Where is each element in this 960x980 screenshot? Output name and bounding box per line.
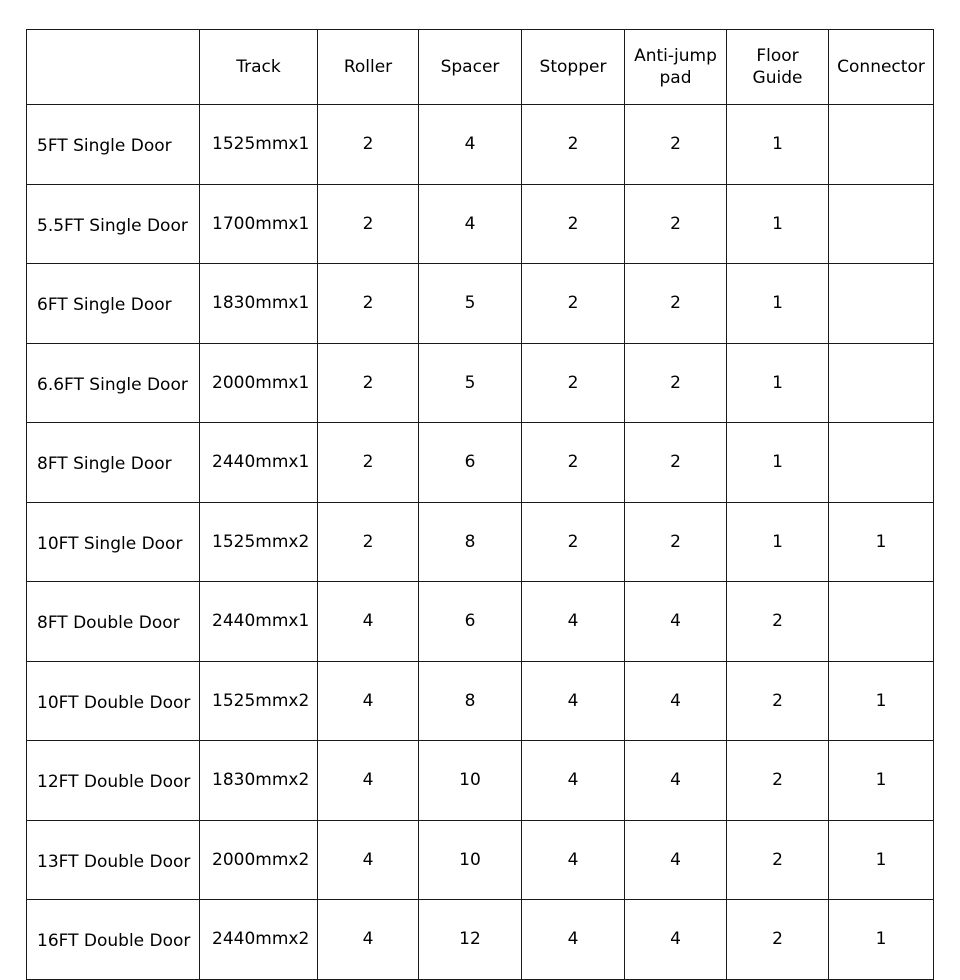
table-row	[27, 900, 934, 980]
track-cell: 1830mmx2	[200, 741, 318, 821]
header-floor-guide-text: Floor Guide	[752, 46, 803, 88]
table-body	[27, 105, 934, 980]
stopper-cell: 2	[522, 423, 625, 503]
floor-guide-cell: 1	[727, 105, 829, 185]
door-size-cell: 12FT Double Door	[27, 741, 200, 821]
table-row	[27, 184, 934, 264]
anti-jump-pad-cell: 2	[625, 502, 727, 582]
connector-cell	[829, 264, 934, 344]
anti-jump-pad-cell: 2	[625, 343, 727, 423]
anti-jump-pad-cell: 2	[625, 184, 727, 264]
spacer-cell: 6	[419, 423, 522, 503]
track-cell: 2440mmx1	[200, 582, 318, 662]
spacer-cell: 6	[419, 582, 522, 662]
anti-jump-pad-cell: 2	[625, 264, 727, 344]
track-cell: 2440mmx1	[200, 423, 318, 503]
hardware-kit-table-container	[26, 29, 934, 980]
roller-cell: 4	[318, 820, 419, 900]
connector-cell	[829, 343, 934, 423]
floor-guide-cell: 1	[727, 423, 829, 503]
door-size-cell: 5FT Single Door	[27, 105, 200, 185]
door-size-cell: 8FT Double Door	[27, 582, 200, 662]
roller-cell: 2	[318, 423, 419, 503]
door-size-cell: 5.5FT Single Door	[27, 184, 200, 264]
connector-cell	[829, 184, 934, 264]
track-cell: 1525mmx2	[200, 661, 318, 741]
header-stopper-text: Stopper	[539, 57, 607, 77]
header-anti-jump-pad-text: Anti-jump pad	[634, 46, 717, 88]
door-size-cell: 13FT Double Door	[27, 820, 200, 900]
stopper-cell: 2	[522, 343, 625, 423]
spacer-cell: 10	[419, 741, 522, 821]
table-row	[27, 423, 934, 503]
track-cell: 1830mmx1	[200, 264, 318, 344]
spacer-cell: 4	[419, 184, 522, 264]
door-size-cell: 10FT Double Door	[27, 661, 200, 741]
spacer-cell: 8	[419, 502, 522, 582]
floor-guide-cell: 2	[727, 582, 829, 662]
track-cell: 2000mmx1	[200, 343, 318, 423]
connector-cell: 1	[829, 741, 934, 821]
roller-cell: 4	[318, 741, 419, 821]
floor-guide-cell: 1	[727, 184, 829, 264]
spacer-cell: 10	[419, 820, 522, 900]
header-connector-text: Connector	[837, 57, 925, 77]
roller-cell: 4	[318, 582, 419, 662]
track-cell: 1700mmx1	[200, 184, 318, 264]
roller-cell: 2	[318, 343, 419, 423]
stopper-cell: 4	[522, 582, 625, 662]
anti-jump-pad-cell: 2	[625, 423, 727, 503]
header-cell-roller	[318, 30, 419, 105]
door-size-cell: 8FT Single Door	[27, 423, 200, 503]
header-track-text: Track	[236, 57, 281, 77]
roller-cell: 2	[318, 502, 419, 582]
anti-jump-pad-cell: 4	[625, 900, 727, 980]
header-cell-connector	[829, 30, 934, 105]
roller-cell: 2	[318, 264, 419, 344]
track-cell: 1525mmx1	[200, 105, 318, 185]
table-row	[27, 820, 934, 900]
stopper-cell: 4	[522, 661, 625, 741]
door-size-cell: 6.6FT Single Door	[27, 343, 200, 423]
header-cell-floor-guide	[727, 30, 829, 105]
roller-cell: 4	[318, 900, 419, 980]
anti-jump-pad-cell: 4	[625, 820, 727, 900]
table-row	[27, 343, 934, 423]
connector-cell: 1	[829, 502, 934, 582]
hardware-kit-table	[26, 29, 934, 980]
table-row	[27, 502, 934, 582]
door-size-cell: 16FT Double Door	[27, 900, 200, 980]
anti-jump-pad-cell: 4	[625, 741, 727, 821]
table-row	[27, 661, 934, 741]
anti-jump-pad-cell: 4	[625, 661, 727, 741]
header-roller-text: Roller	[343, 57, 393, 77]
stopper-cell: 4	[522, 741, 625, 821]
header-cell-spacer	[419, 30, 522, 105]
table-row	[27, 264, 934, 344]
floor-guide-cell: 2	[727, 741, 829, 821]
connector-cell	[829, 105, 934, 185]
floor-guide-cell: 2	[727, 820, 829, 900]
stopper-cell: 2	[522, 502, 625, 582]
spacer-cell: 12	[419, 900, 522, 980]
header-cell-track	[200, 30, 318, 105]
header-spacer-text: Spacer	[440, 57, 500, 77]
roller-cell: 2	[318, 184, 419, 264]
track-cell: 1525mmx2	[200, 502, 318, 582]
spacer-cell: 5	[419, 343, 522, 423]
track-cell: 2440mmx2	[200, 900, 318, 980]
header-row	[27, 30, 934, 105]
floor-guide-cell: 2	[727, 661, 829, 741]
table-row	[27, 105, 934, 185]
connector-cell	[829, 582, 934, 662]
spacer-cell: 5	[419, 264, 522, 344]
stopper-cell: 2	[522, 264, 625, 344]
floor-guide-cell: 2	[727, 900, 829, 980]
track-cell: 2000mmx2	[200, 820, 318, 900]
connector-cell	[829, 423, 934, 503]
floor-guide-cell: 1	[727, 343, 829, 423]
table-row	[27, 582, 934, 662]
door-size-cell: 6FT Single Door	[27, 264, 200, 344]
connector-cell: 1	[829, 900, 934, 980]
header-cell-empty	[27, 30, 200, 105]
header-cell-anti-jump-pad	[625, 30, 727, 105]
anti-jump-pad-cell: 2	[625, 105, 727, 185]
connector-cell: 1	[829, 820, 934, 900]
table-row	[27, 741, 934, 821]
roller-cell: 4	[318, 661, 419, 741]
floor-guide-cell: 1	[727, 264, 829, 344]
roller-cell: 2	[318, 105, 419, 185]
floor-guide-cell: 1	[727, 502, 829, 582]
stopper-cell: 4	[522, 900, 625, 980]
spacer-cell: 4	[419, 105, 522, 185]
anti-jump-pad-cell: 4	[625, 582, 727, 662]
spacer-cell: 8	[419, 661, 522, 741]
stopper-cell: 2	[522, 105, 625, 185]
stopper-cell: 4	[522, 820, 625, 900]
stopper-cell: 2	[522, 184, 625, 264]
connector-cell: 1	[829, 661, 934, 741]
door-size-cell: 10FT Single Door	[27, 502, 200, 582]
header-cell-stopper	[522, 30, 625, 105]
